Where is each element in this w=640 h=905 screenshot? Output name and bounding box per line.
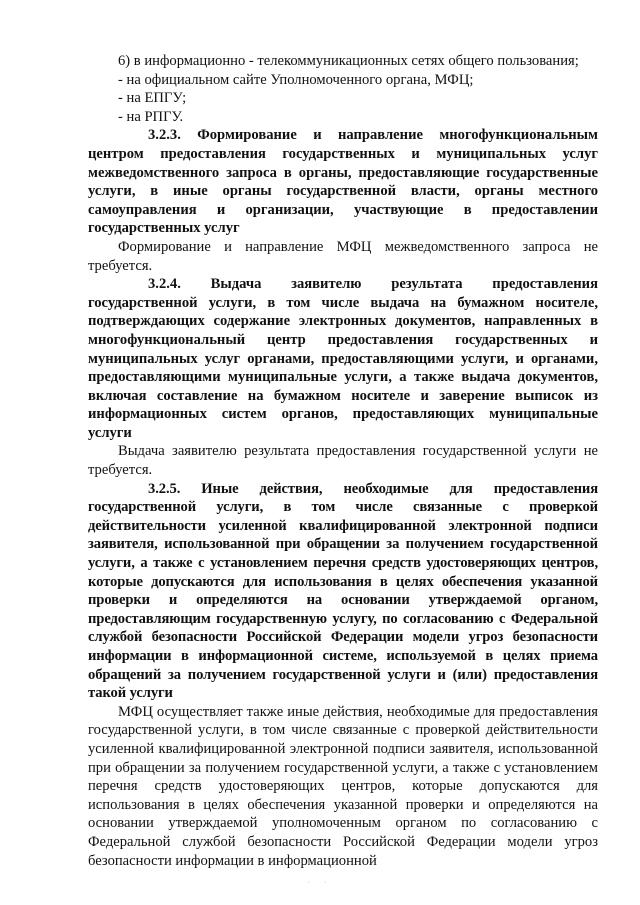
section-heading-text: Выдача заявителю результата предоставления государственной услуги, в том числе выдача на бумажном носителе, подтверждающих содержание электронных документов, направленных в многофункциональный центр предоставления государственных и муниципальных услуг органами, предоставляющими услуги, и органами, предоставляющими муниципальные услуги, а также выдача документов, включая составление на бумажном носителе и заверение выписок из информационных систем органов, предоставляющих муниципальные услуги — [88, 276, 598, 441]
section-number: 3.2.4. — [148, 276, 181, 293]
bullet-epgu: - на ЕПГУ; — [118, 90, 187, 107]
section-number: 3.2.5. — [148, 480, 181, 497]
section-number: 3.2.3. — [148, 127, 181, 144]
section-3-2-3-heading — [88, 126, 598, 238]
bullet-rpgu: - на РПГУ. — [118, 108, 184, 125]
section-3-2-5-heading — [88, 480, 598, 703]
section-heading-text: Иные действия, необходимые для предоставления государственной услуги, в том числе связанные с проверкой действительности усиленной квалифицированной электронной подписи заявителя, использованной при обращении за получением государственной услуги, а также с установлением перечня средств удостоверяющих центров, которые допускаются для использования в целях обеспечения указанной проверки и определяются на основании утверждаемой органом, предоставляющим государственную услугу, по согласованию с Федеральной службой безопасности Российской Федерации модели угроз безопасности информации в информационной системе, используемой в целях приема обращений за получением государственной услуги и (или) предоставления такой услуги — [88, 480, 598, 702]
section-3-2-5-text: МФЦ осуществляет также иные действия, необходимые для предоставления государственной услуги, в том числе связанные с проверкой действительности усиленной квалифицированной электронной подписи заявителя, использованной при обращении за получением государственной услуги, а также с установлением перечня средств удостоверяющих центров, которые допускаются для использования в целях обеспечения указанной проверки и определяются на основании утверждаемой уполномоченным органом по согласованию с Федеральной службой безопасности Российской Федерации модели угроз безопасности информации в информационной — [88, 703, 598, 869]
section-3-2-3-text: Формирование и направление МФЦ межведомственного запроса не требуется. — [88, 238, 598, 274]
bullet-official-site: - на официальном сайте Уполномоченного органа, МФЦ; — [118, 71, 474, 88]
section-3-2-4-heading — [88, 275, 598, 442]
section-3-2-4-text: Выдача заявителю результата предоставления государственной услуги не требуется. — [88, 443, 598, 479]
scan-artifact: · · — [307, 878, 333, 887]
section-heading-text: Формирование и направление многофункциональным центром предоставления государственных и муниципальных услуг межведомственного запроса в органы, предоставляющие государственные услуги, в иные органы государственной власти, органы местного самоуправления и организации, участвующие в предоставлении государственных услуг — [88, 127, 598, 237]
paragraph-6b: 6) в информационно - телекоммуникационных сетях общего пользования; — [118, 53, 579, 69]
